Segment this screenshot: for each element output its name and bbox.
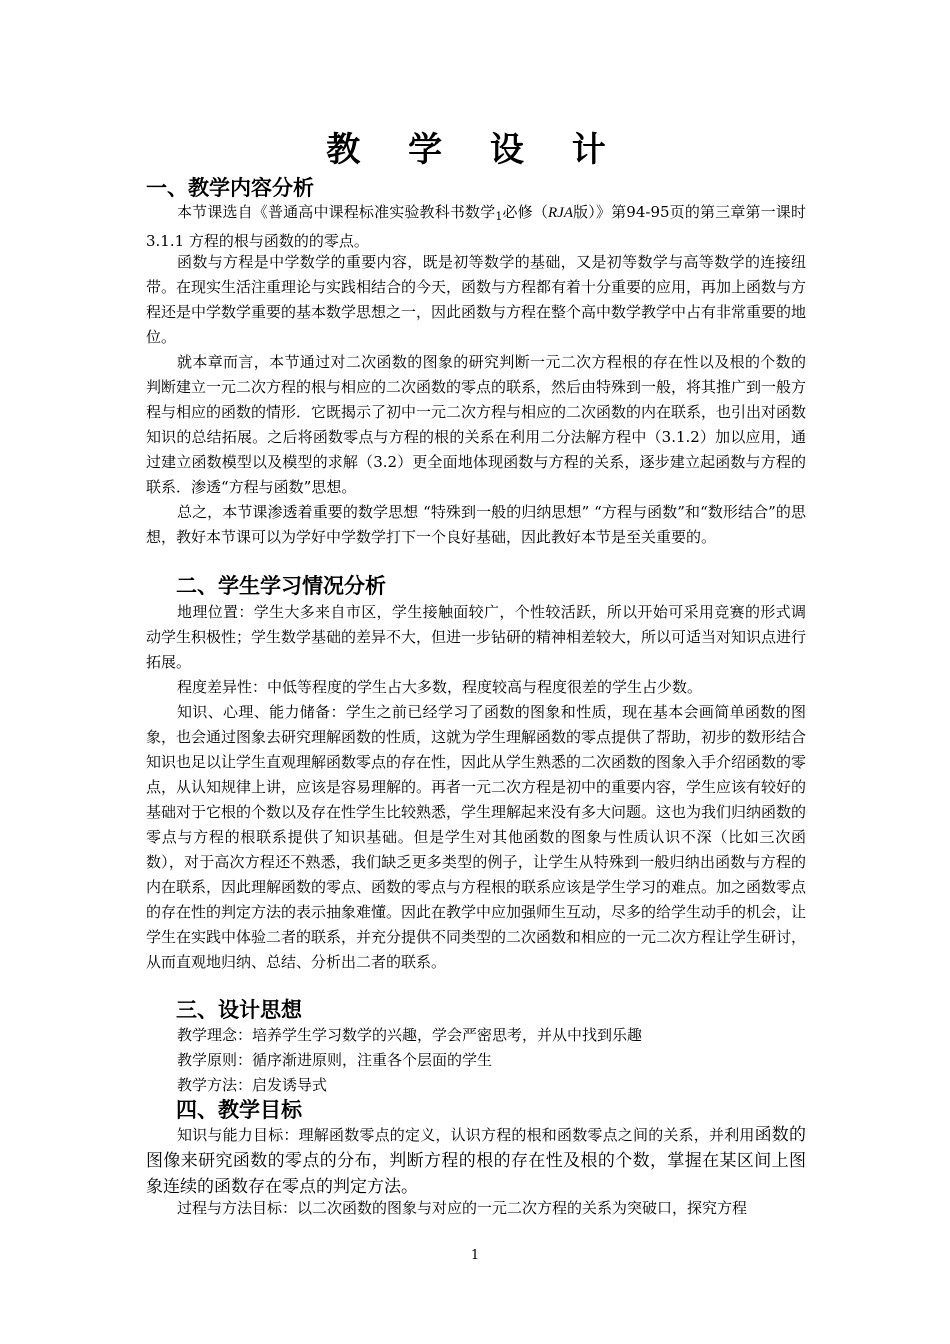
paragraph-chapter-overview: 就本章而言，本节通过对二次函数的图象的研究判断一元二次方程根的存在性以及根的个数的判断建立一元二次方程的根与相应的二次函数的零点的联系，然后由特殊到一般，将其推广到一般方程与相应的函数的情形．它既揭示了初中一元二次方程与相应的二次函数的内在联系，也引出对函数知识的总结拓展。之后将函数零点与方程的根的关系在利用二分法解方程中（3.1.2）加以应用，通过建立函数模型以及模型的求解（3.2）更全面地体现函数与方程的关系，逐步建立起函数与方程的联系．渗透“方程与函数”思想。 [146, 353, 807, 496]
paragraph-process-goal: 过程与方法目标：以二次函数的图象与对应的一元二次方程的关系为突破口，探究方程 [177, 1199, 748, 1217]
section-heading-content-analysis: 一、教学内容分析 [146, 176, 314, 200]
paragraph-teaching-concept: 教学理念：培养学生学习数学的兴趣，学会严密思考，并从中找到乐趣 [177, 1026, 643, 1044]
text-segment: 必修（ [502, 203, 548, 221]
text-segment: 知识与能力目标：理解函数零点的定义，认识方程的根和函数零点之间的关系，并利用 [177, 1126, 755, 1144]
paragraph-teaching-method: 教学方法：启发诱导式 [177, 1076, 328, 1094]
section-heading-design-thinking: 三、设计思想 [176, 998, 302, 1022]
paragraph-level-difference: 程度差异性：中低等程度的学生占大多数，程度较高与程度很差的学生占少数。 [177, 678, 703, 696]
subscript: 1 [495, 210, 503, 223]
edition-label: RJA [548, 205, 573, 221]
paragraph-summary: 总之，本节课渗透着重要的数学思想 “特殊到一般的归纳思想” “方程与函数”和“数形结合”的思想，教好本节课可以为学好中学数学打下一个良好基础，因此教好本节是至关重要的。 [146, 503, 806, 546]
section-heading-teaching-goals: 四、教学目标 [176, 1098, 302, 1122]
document-title: 教 学 设 计 [326, 130, 624, 170]
text-segment: 本节课选自《普通高中课程标准实验教科书数学 [177, 203, 496, 221]
paragraph-knowledge-reserve: 知识、心理、能力储备：学生之前已经学习了函数的图象和性质，现在基本会画简单函数的图象，也会通过图象去研究理解函数的性质，这就为学生理解函数的零点提供了帮助，初步的数形结合知识也足以让学生直观理解函数零点的存在性，因此从学生熟悉的二次函数的图象入手介绍函数的零点，从认知规律上讲，应该是容易理解的。再者一元二次方程是初中的重要内容，学生应该有较好的基础对于它根的个数以及存在性学生比较熟悉，学生理解起来没有多大问题。这也为我们归纳函数的零点与方程的根联系提供了知识基础。但是学生对其他函数的图象与性质认识不深（比如三次函数），对于高次方程还不熟悉，我们缺乏更多类型的例子，让学生从特殊到一般归纳出函数与方程的内在联系，因此理解函数的零点、函数的零点与方程根的联系应该是学生学习的难点。加之函数零点的存在性的判定方法的表示抽象难懂。因此在教学中应加强师生互动，尽多的给学生动手的机会，让学生在实践中体验二者的联系，并充分提供不同类型的二次函数和相应的一元二次方程让学生研讨，从而直观地归纳、总结、分析出二者的联系。 [146, 703, 807, 971]
section-heading-student-analysis: 二、学生学习情况分析 [176, 574, 386, 598]
text-segment-larger: 函数的图像来研究函数的零点的分布，判断方程的根的存在性及根的个数，掌握在某区间上图象连续的函数存在零点的判定方法。 [146, 1125, 806, 1197]
text-segment: 版）》第94-95页的第三章第一课时 3.1.1 方程的根与函数的的零点。 [146, 203, 806, 250]
paragraph-knowledge-goal [146, 1122, 806, 1200]
paragraph-location: 地理位置：学生大多来自市区，学生接触面较广，个性较活跃，所以开始可采用竞赛的形式调动学生积极性；学生数学基础的差异不大，但进一步钻研的精神相差较大，所以可适当对知识点进行拓展。 [146, 603, 807, 671]
paragraph-textbook-source [146, 200, 806, 254]
page-number: 1 [470, 1248, 480, 1263]
paragraph-importance: 函数与方程是中学数学的重要内容，既是初等数学的基础，又是初等数学与高等数学的连接纽带。在现实生活注重理论与实践相结合的今天，函数与方程都有着十分重要的应用，再加上函数与方程还是中学数学重要的基本数学思想之一，因此函数与方程在整个高中数学教学中占有非常重要的地位。 [146, 253, 807, 346]
paragraph-teaching-principle: 教学原则：循序渐进原则，注重各个层面的学生 [177, 1051, 493, 1069]
